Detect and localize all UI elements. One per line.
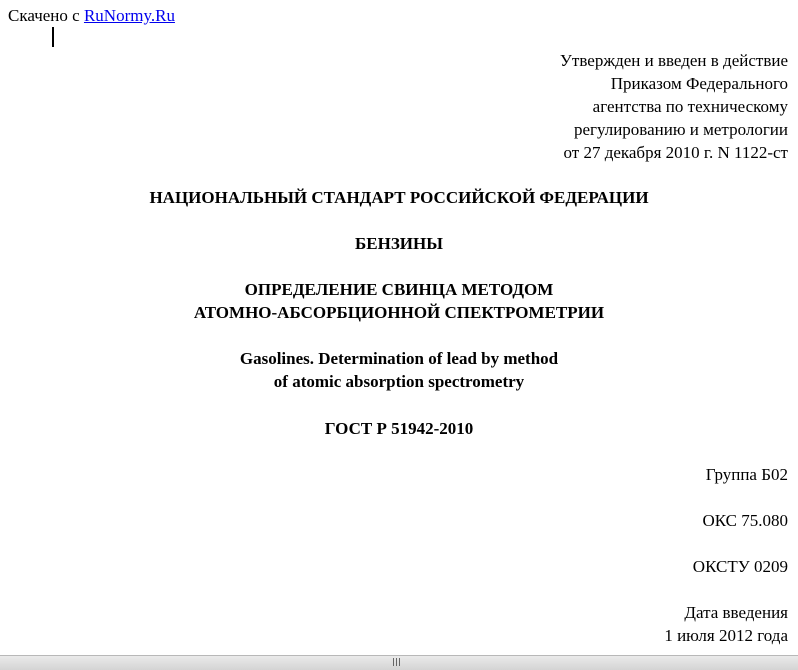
method-title-line: ОПРЕДЕЛЕНИЕ СВИНЦА МЕТОДОМ <box>244 280 554 299</box>
method-title-line: АТОМНО-АБСОРБЦИОННОЙ СПЕКТРОМЕТРИИ <box>193 303 605 322</box>
okstu-code: ОКСТУ 0209 <box>692 557 788 576</box>
runormy-link[interactable]: RuNormy.Ru <box>83 6 175 25</box>
approval-line: Приказом Федерального <box>610 74 788 93</box>
standard-title: НАЦИОНАЛЬНЫЙ СТАНДАРТ РОССИЙСКОЙ ФЕДЕРАЦИИ <box>149 188 649 207</box>
approval-line: от 27 декабря 2010 г. N 1122-ст <box>563 143 788 162</box>
source-prefix: Скачено с <box>8 6 84 25</box>
gost-number: ГОСТ Р 51942-2010 <box>324 419 474 438</box>
source-line <box>8 4 175 27</box>
english-title-line: of atomic absorption spectrometry <box>273 372 525 391</box>
approval-line: агентства по техническому <box>592 97 788 116</box>
english-title <box>0 347 798 393</box>
scroll-grip-icon[interactable] <box>393 658 400 666</box>
effective-date <box>664 601 788 647</box>
approval-line: Утвержден и введен в действие <box>559 51 788 70</box>
effective-date-value: 1 июля 2012 года <box>664 626 788 645</box>
method-title <box>0 278 798 324</box>
subject-title: БЕНЗИНЫ <box>355 234 443 253</box>
text-cursor <box>52 27 54 47</box>
effective-date-label: Дата введения <box>684 603 788 622</box>
oks-code: ОКС 75.080 <box>702 511 788 530</box>
approval-block <box>560 49 788 164</box>
english-title-line: Gasolines. Determination of lead by method <box>239 349 559 368</box>
horizontal-scrollbar[interactable] <box>0 655 798 670</box>
approval-line: регулированию и метрологии <box>573 120 788 139</box>
group-code: Группа Б02 <box>705 465 788 484</box>
